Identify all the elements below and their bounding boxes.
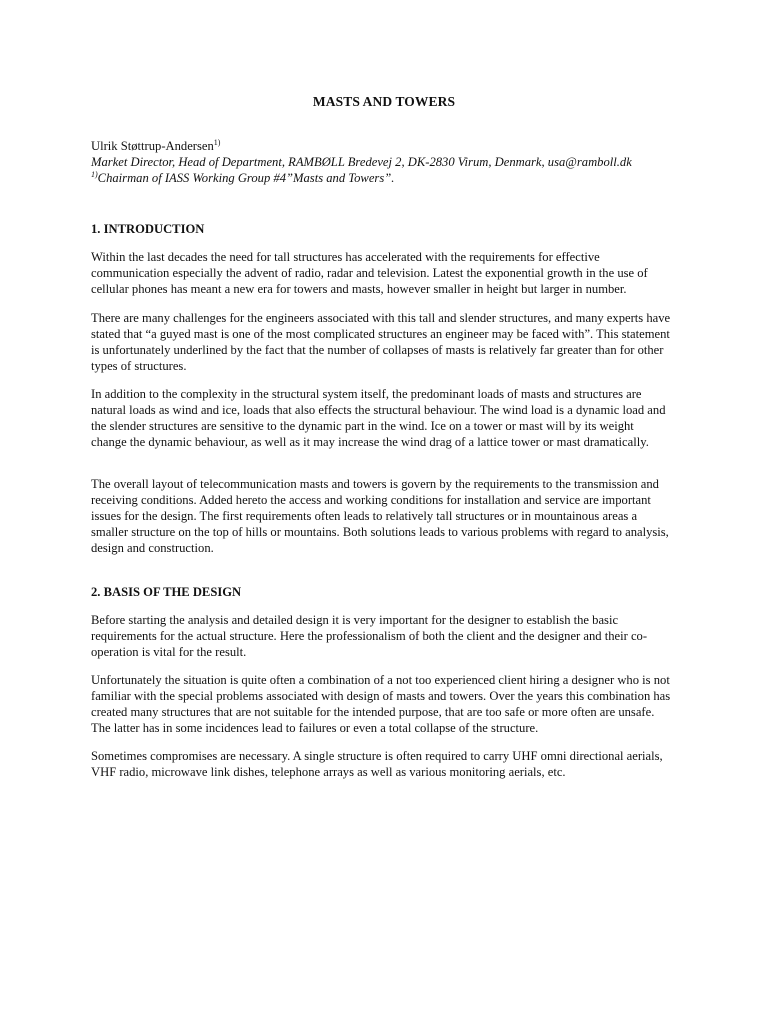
author-note: Chairman of IASS Working Group #4”Masts and Towers”. <box>97 171 395 185</box>
basis-paragraph-1: Before starting the analysis and detailed design it is very important for the designer to establish the basic requirements for the actual structure. Here the professionalism of both the client and the designer and their co-operation is vital for the result. <box>91 613 648 659</box>
author-line <box>91 138 691 154</box>
intro-paragraph-2: There are many challenges for the engineers associated with this tall and slender structures, and many experts have stated that “a guyed mast is one of the most complicated structures an engineer may be faced with”. This statement is unfortunately underlined by the fact that the number of collapses of masts is relatively far greater than for other types of structures. <box>91 311 671 373</box>
author-name: Ulrik Støttrup-Andersen <box>91 139 214 153</box>
intro-paragraph-4: The overall layout of telecommunication masts and towers is govern by the requirements to the transmission and receiving conditions. Added hereto the access and working conditions for installation and service are important issues for the design. The first requirements often leads to relatively tall structures or in mountainous areas a smaller structure on the top of hills or mountains. Both solutions leads to various problems with regard to analysis, design and construction. <box>91 477 669 555</box>
paper-title: MASTS AND TOWERS <box>312 94 456 109</box>
section-heading-basis-of-design: 2. BASIS OF THE DESIGN <box>91 585 242 599</box>
author-note-line <box>91 170 691 186</box>
section-heading-introduction: 1. INTRODUCTION <box>91 222 205 236</box>
basis-paragraph-3: Sometimes compromises are necessary. A single structure is often required to carry UHF omni directional aerials, VHF radio, microwave link dishes, telephone arrays as well as various monitoring aerials, etc. <box>91 749 663 779</box>
basis-paragraph-2: Unfortunately the situation is quite often a combination of a not too experienced client hiring a designer who is not familiar with the special problems associated with design of masts and towers. Over the years this combination has created many structures that are not suitable for the intended purpose, that are too safe or more often are unsafe. The latter has in some incidences lead to failures or even a total collapse of the structure. <box>91 673 671 735</box>
author-block <box>91 138 691 186</box>
intro-paragraph-3: In addition to the complexity in the structural system itself, the predominant loads of masts and structures are natural loads as wind and ice, loads that also effects the structural behaviour. The wind load is a dynamic load and the slender structures are sensitive to the dynamic part in the wind. Ice on a tower or mast will by its weight change the dynamic behaviour, as well as it may increase the wind drag of a lattice tower or mast dramatically. <box>91 387 666 449</box>
author-note-marker: 1) <box>91 170 98 179</box>
intro-paragraph-1: Within the last decades the need for tall structures has accelerated with the requirements for effective communication especially the advent of radio, radar and television. Latest the exponential growth in the use of cellular phones has meant a new era for towers and masts, however smaller in height but larger in number. <box>91 250 648 296</box>
author-affiliation: Market Director, Head of Department, RAMBØLL Bredevej 2, DK-2830 Virum, Denmark, usa@ramboll.dk <box>91 155 632 169</box>
author-footnote-marker: 1) <box>213 138 221 147</box>
